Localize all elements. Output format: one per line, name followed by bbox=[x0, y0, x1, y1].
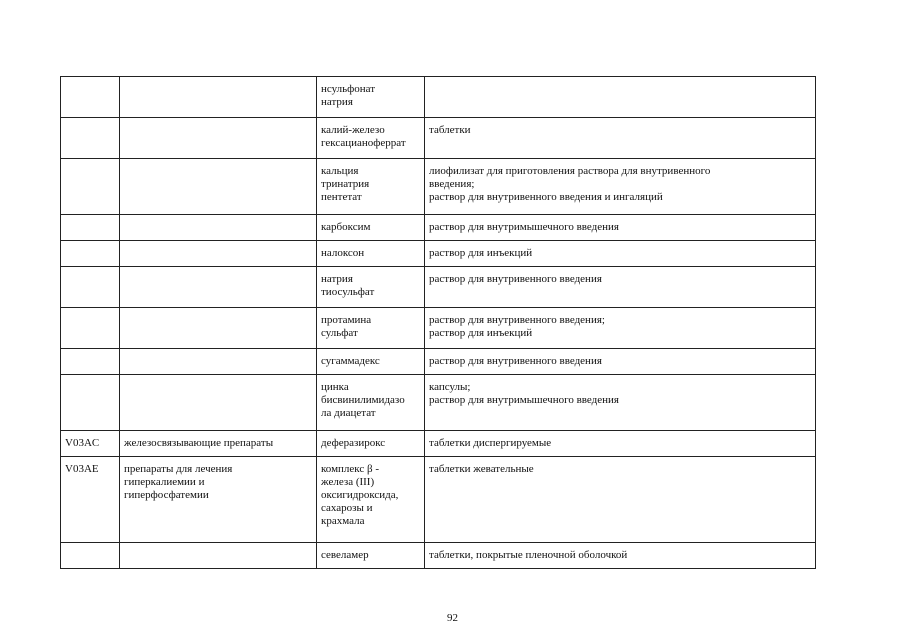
dosage-form-cell: таблетки bbox=[425, 118, 816, 159]
atc-code-cell bbox=[61, 159, 120, 215]
pharmacological-group-cell bbox=[120, 543, 317, 569]
pharmacological-group-cell bbox=[120, 159, 317, 215]
dosage-form-cell: раствор для внутримышечного введения bbox=[425, 215, 816, 241]
drug-name-cell: севеламер bbox=[317, 543, 425, 569]
atc-code-cell bbox=[61, 118, 120, 159]
drug-name-cell: протамина сульфат bbox=[317, 308, 425, 349]
drug-name-cell: цинка бисвинилимидазо ла диацетат bbox=[317, 375, 425, 431]
dosage-form-cell: таблетки диспергируемые bbox=[425, 431, 816, 457]
atc-code-cell bbox=[61, 77, 120, 118]
pharmacological-group-cell: железосвязывающие препараты bbox=[120, 431, 317, 457]
pharmacological-group-cell bbox=[120, 77, 317, 118]
drug-name-cell: натрия тиосульфат bbox=[317, 267, 425, 308]
pharmacological-group-cell bbox=[120, 349, 317, 375]
drug-name-cell: деферазирокс bbox=[317, 431, 425, 457]
dosage-form-cell: лиофилизат для приготовления раствора для внутривенного введения; раствор для внутривенного введения и ингаляций bbox=[425, 159, 816, 215]
dosage-form-cell: капсулы; раствор для внутримышечного введения bbox=[425, 375, 816, 431]
pharmacological-group-cell bbox=[120, 118, 317, 159]
table-row bbox=[61, 349, 816, 375]
table-row bbox=[61, 267, 816, 308]
drug-table bbox=[60, 76, 816, 569]
table-body bbox=[61, 77, 816, 569]
table-row bbox=[61, 77, 816, 118]
drug-name-cell: сугаммадекс bbox=[317, 349, 425, 375]
pharmacological-group-cell bbox=[120, 267, 317, 308]
table-row bbox=[61, 431, 816, 457]
pharmacological-group-cell bbox=[120, 375, 317, 431]
drug-name-cell: нсульфонат натрия bbox=[317, 77, 425, 118]
table-row bbox=[61, 308, 816, 349]
atc-code-cell bbox=[61, 543, 120, 569]
page-number: 92 bbox=[447, 612, 458, 624]
dosage-form-cell: раствор для внутривенного введения bbox=[425, 267, 816, 308]
drug-name-cell: калий-железо гексацианоферрат bbox=[317, 118, 425, 159]
table-row bbox=[61, 543, 816, 569]
drug-name-cell: комплекс β - железа (III) оксигидроксида, сахарозы и крахмала bbox=[317, 457, 425, 543]
atc-code-cell: V03AC bbox=[61, 431, 120, 457]
pharmacological-group-cell bbox=[120, 241, 317, 267]
atc-code-cell bbox=[61, 241, 120, 267]
pharmacological-group-cell bbox=[120, 308, 317, 349]
dosage-form-cell: раствор для внутривенного введения bbox=[425, 349, 816, 375]
table-row bbox=[61, 215, 816, 241]
dosage-form-cell: таблетки, покрытые пленочной оболочкой bbox=[425, 543, 816, 569]
dosage-form-cell: раствор для инъекций bbox=[425, 241, 816, 267]
table-row bbox=[61, 457, 816, 543]
atc-code-cell: V03AE bbox=[61, 457, 120, 543]
drug-name-cell: налоксон bbox=[317, 241, 425, 267]
atc-code-cell bbox=[61, 349, 120, 375]
drug-name-cell: карбоксим bbox=[317, 215, 425, 241]
drug-name-cell: кальция тринатрия пентетат bbox=[317, 159, 425, 215]
pharmacological-group-cell: препараты для лечения гиперкалиемии и гиперфосфатемии bbox=[120, 457, 317, 543]
atc-code-cell bbox=[61, 308, 120, 349]
atc-code-cell bbox=[61, 375, 120, 431]
table-row bbox=[61, 118, 816, 159]
table-row bbox=[61, 241, 816, 267]
pharmacological-group-cell bbox=[120, 215, 317, 241]
dosage-form-cell bbox=[425, 77, 816, 118]
dosage-form-cell: раствор для внутривенного введения; раствор для инъекций bbox=[425, 308, 816, 349]
dosage-form-cell: таблетки жевательные bbox=[425, 457, 816, 543]
table-row bbox=[61, 375, 816, 431]
atc-code-cell bbox=[61, 267, 120, 308]
table-row bbox=[61, 159, 816, 215]
atc-code-cell bbox=[61, 215, 120, 241]
